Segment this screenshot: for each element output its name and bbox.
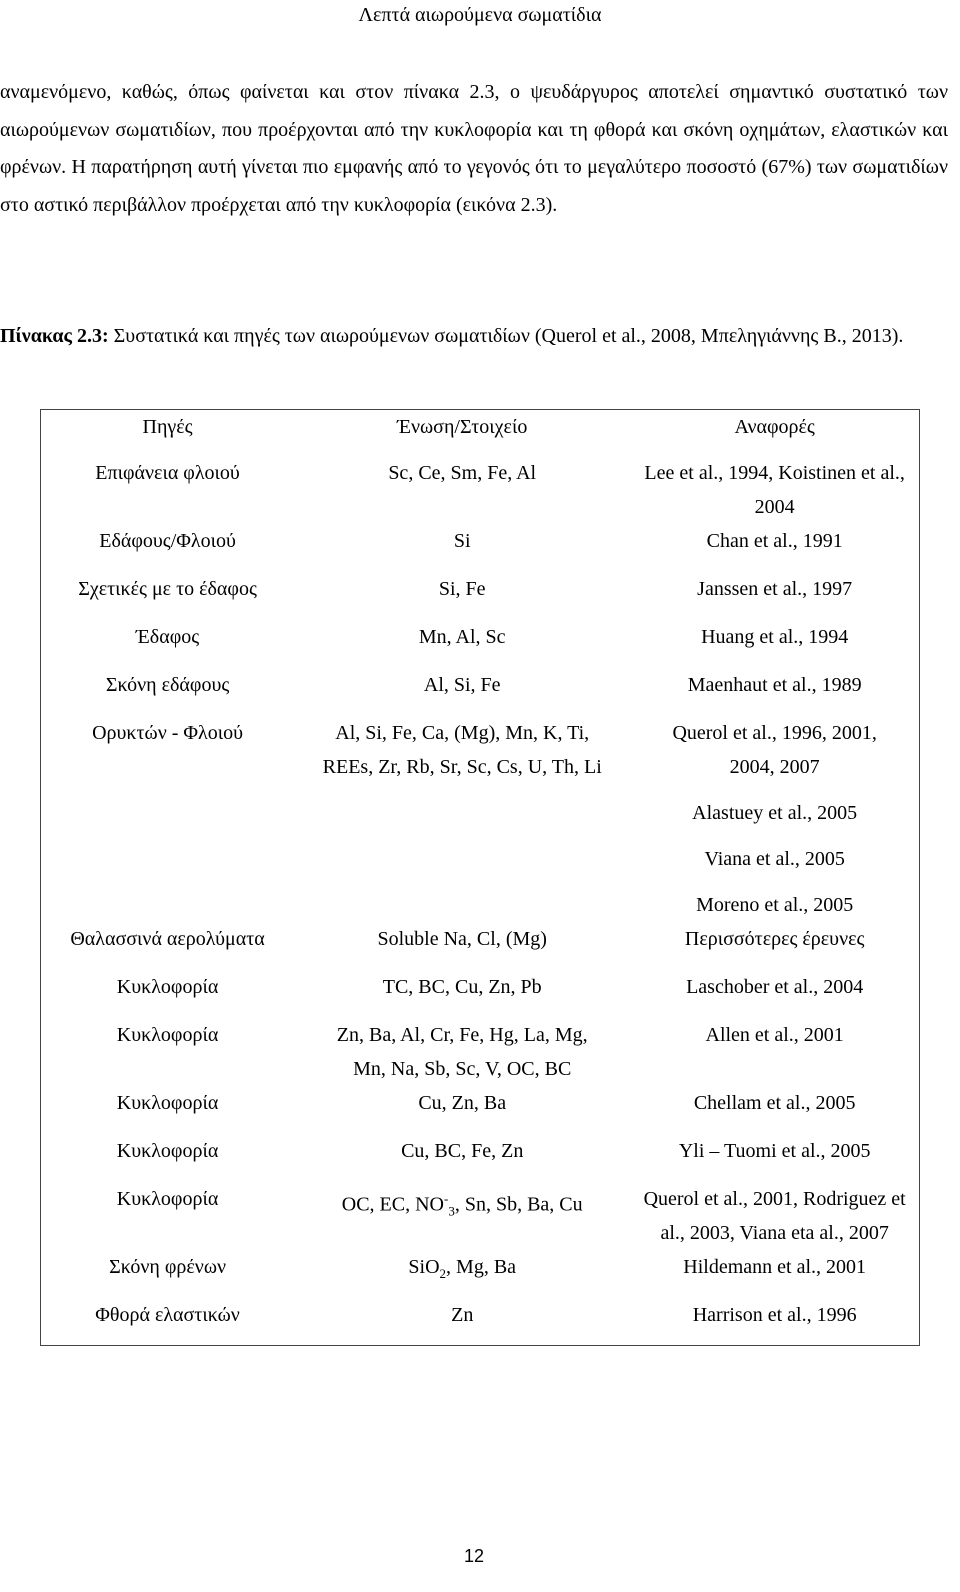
table-caption-text: Συστατικά και πηγές των αιωρούμενων σωματιδίων (Querol et al., 2008, Μπεληγιάννης Β., 2013). xyxy=(108,325,904,347)
reference: Chan et al., 1991 xyxy=(706,529,843,552)
cell-source: Κυκλοφορία xyxy=(116,975,219,998)
table-row xyxy=(41,1298,920,1346)
reference: Janssen et al., 1997 xyxy=(697,577,853,600)
cell-references xyxy=(630,1250,919,1298)
cell-references xyxy=(630,1134,919,1182)
cell-compound: Al, Si, Fe, Ca, (Mg), Mn, K, Ti, REEs, Zr, Rb, Sr, Sc, Cs, U, Th, Li xyxy=(322,721,602,778)
cell-compound: Cu, Zn, Ba xyxy=(418,1091,507,1114)
table-row xyxy=(41,620,920,668)
reference: Querol et al., 1996, 2001, 2004, 2007 xyxy=(672,721,877,778)
page-number: 12 xyxy=(463,1546,485,1566)
table-row xyxy=(41,1250,920,1298)
cell-references xyxy=(630,716,919,922)
table-row xyxy=(41,1086,920,1134)
table-row xyxy=(41,970,920,1018)
table-row xyxy=(41,524,920,572)
table-row xyxy=(41,1134,920,1182)
reference: Viana et al., 2005 xyxy=(704,847,845,870)
cell-source: Σκόνη εδάφους xyxy=(105,673,230,696)
table-row xyxy=(41,922,920,970)
compound-text: SiO xyxy=(408,1255,440,1278)
cell-source: Εδάφους/Φλοιού xyxy=(99,529,236,552)
cell-compound xyxy=(294,1182,630,1250)
cell-source: Επιφάνεια φλοιού xyxy=(95,461,240,484)
reference: Περισσότερες έρευνες xyxy=(684,927,865,950)
compound-text: , Sn, Sb, Ba, Cu xyxy=(454,1193,583,1216)
cell-references xyxy=(630,668,919,716)
cell-compound: Zn, Ba, Al, Cr, Fe, Hg, La, Mg, Mn, Na, Sb, Sc, V, OC, BC xyxy=(336,1023,588,1080)
table-row xyxy=(41,1018,920,1086)
reference: Chellam et al., 2005 xyxy=(693,1091,856,1114)
cell-references xyxy=(630,572,919,620)
reference: Laschober et al., 2004 xyxy=(686,975,864,998)
cell-references xyxy=(630,1086,919,1134)
reference: Lee et al., 1994, Koistinen et al., 2004 xyxy=(644,461,905,518)
table-row xyxy=(41,668,920,716)
cell-source: Θαλασσινά αερολύματα xyxy=(70,927,265,950)
reference: Alastuey et al., 2005 xyxy=(692,801,858,824)
reference: Huang et al., 1994 xyxy=(701,625,849,648)
cell-source: Κυκλοφορία xyxy=(116,1187,219,1210)
running-header: Λεπτά αιωρούμενα σωματίδια xyxy=(358,4,602,26)
header-references: Αναφορές xyxy=(734,416,815,438)
table-row xyxy=(41,572,920,620)
reference: Hildemann et al., 2001 xyxy=(683,1255,867,1278)
cell-compound: Mn, Al, Sc xyxy=(418,625,506,648)
reference: Allen et al., 2001 xyxy=(705,1023,844,1046)
cell-compound: Sc, Ce, Sm, Fe, Al xyxy=(388,461,537,484)
cell-references xyxy=(630,922,919,970)
cell-source: Κυκλοφορία xyxy=(116,1139,219,1162)
header-compound: Ένωση/Στοιχείο xyxy=(397,416,528,438)
table-row xyxy=(41,1182,920,1250)
cell-source: Ορυκτών - Φλοιού xyxy=(92,721,244,744)
cell-compound xyxy=(294,1250,630,1298)
compound-text: OC, EC, NO xyxy=(341,1193,444,1216)
cell-source: Κυκλοφορία xyxy=(116,1091,219,1114)
cell-references xyxy=(630,1182,919,1250)
compound-subscript: 3 xyxy=(448,1203,455,1219)
cell-references xyxy=(630,970,919,1018)
reference: Yli – Tuomi et al., 2005 xyxy=(678,1139,871,1162)
intro-paragraph: αναμενόμενο, καθώς, όπως φαίνεται και στον πίνακα 2.3, ο ψευδάργυρος αποτελεί σημαντικό συστατικό των αιωρούμενων σωματιδίων, που προέρχονται από την κυκλοφορία και τη φθορά και σκόνη οχημάτων, ελαστικών και φρένων. Η παρατήρηση αυτή γίνεται πιο εμφανής από το γεγονός ότι το μεγαλύτερο ποσοστό (67%) των σωματιδίων στο αστικό περιβάλλον προέρχεται από την κυκλοφορία (εικόνα 2.3). xyxy=(0,81,948,216)
cell-compound: Soluble Na, Cl, (Mg) xyxy=(377,927,547,950)
cell-compound: Zn xyxy=(451,1303,474,1326)
cell-references xyxy=(630,1298,919,1346)
cell-source: Έδαφος xyxy=(135,625,200,648)
cell-compound: Si, Fe xyxy=(438,577,486,600)
table-row xyxy=(41,716,920,922)
table-caption-label: Πίνακας 2.3: xyxy=(0,325,109,347)
cell-references xyxy=(630,524,919,572)
cell-source: Κυκλοφορία xyxy=(116,1023,219,1046)
compound-superscript: - xyxy=(444,1190,449,1206)
cell-references xyxy=(630,1018,919,1086)
cell-compound: TC, BC, Cu, Zn, Pb xyxy=(382,975,542,998)
sources-table xyxy=(40,409,920,1346)
cell-source: Σχετικές με το έδαφος xyxy=(78,577,257,600)
header-sources: Πηγές xyxy=(142,416,193,438)
compound-text: , Mg, Ba xyxy=(446,1255,517,1278)
cell-references xyxy=(630,456,919,524)
table-header-row xyxy=(41,410,920,456)
cell-source: Σκόνη φρένων xyxy=(109,1255,227,1278)
cell-compound: Si xyxy=(453,529,471,552)
reference: Harrison et al., 1996 xyxy=(692,1303,857,1326)
cell-source: Φθορά ελαστικών xyxy=(95,1303,240,1326)
table-row xyxy=(41,456,920,524)
reference: Maenhaut et al., 1989 xyxy=(687,673,862,696)
reference: Moreno et al., 2005 xyxy=(696,893,854,916)
table-caption xyxy=(0,318,948,354)
cell-compound: Cu, BC, Fe, Zn xyxy=(401,1139,524,1162)
compound-subscript: 2 xyxy=(439,1265,447,1281)
cell-compound: Al, Si, Fe xyxy=(423,673,501,696)
reference: Querol et al., 2001, Rodriguez et al., 2003, Viana eta al., 2007 xyxy=(643,1187,906,1244)
cell-references xyxy=(630,620,919,668)
